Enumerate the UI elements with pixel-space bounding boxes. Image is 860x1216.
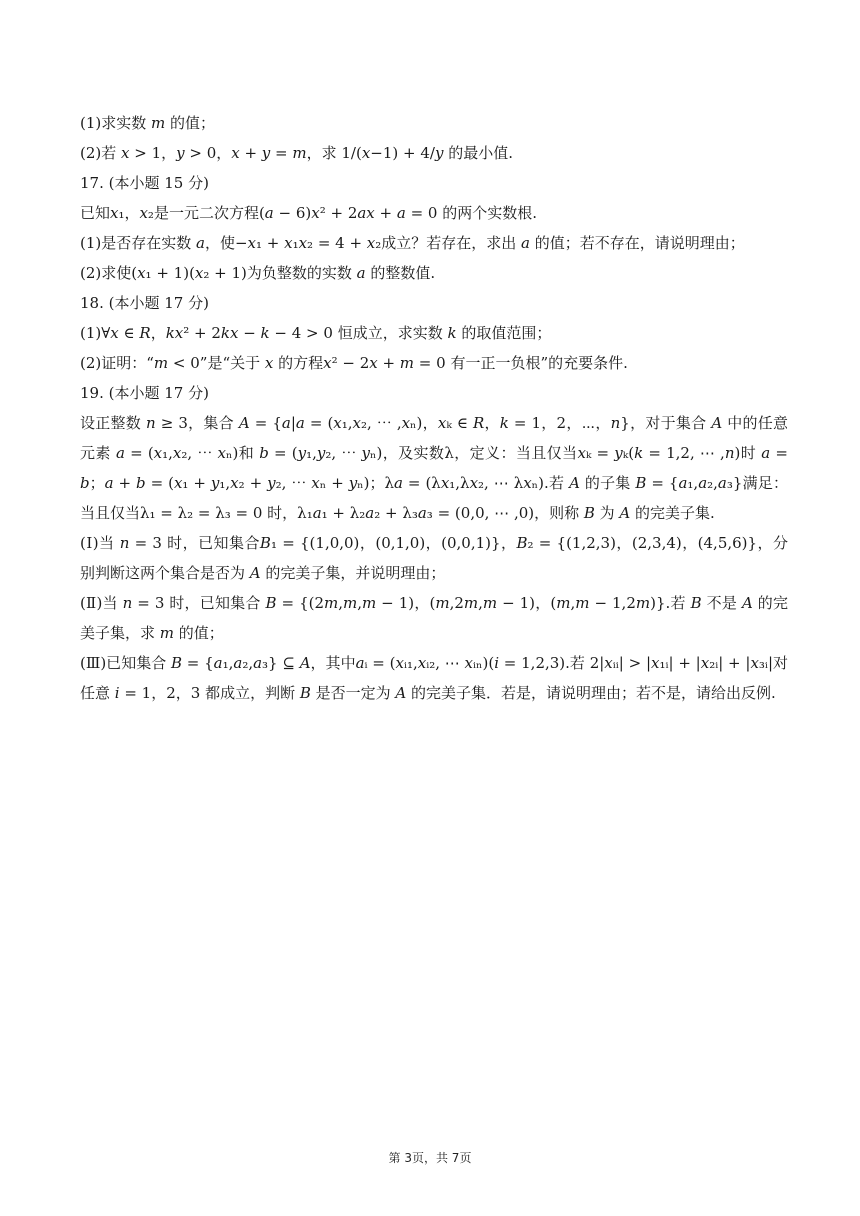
q18-part2: (2)证明：“𝑚 < 0”是“关于 𝑥 的方程𝑥² − 2𝑥 + 𝑚 = 0 有一正一负根”的充要条件. xyxy=(80,354,628,372)
q19-part3: (Ⅲ)已知集合 𝐵 = {𝑎₁,𝑎₂,𝑎₃} ⊆ 𝐴，其中𝑎ᵢ = (𝑥ᵢ₁,𝑥ᵢ₂, ⋯ 𝑥ᵢₙ)(𝑖 = 1,2,3).若 2|𝑥ᵢᵢ| > |𝑥₁ᵢ| + |𝑥₂ᵢ| + |𝑥₃ᵢ|对任意 𝑖 = 1，2，3 都成立，判断 𝐵 是否一定为 𝐴 的完美子集．若是，请说明理由；若不是，请给出反例. xyxy=(80,654,788,702)
document-body xyxy=(80,108,788,708)
q17-part2: (2)求使(𝑥₁ + 1)(𝑥₂ + 1)为负整数的实数 𝑎 的整数值. xyxy=(80,264,436,282)
q18-part1: (1)∀𝑥 ∈ 𝑅，𝑘𝑥² + 2𝑘𝑥 − 𝑘 − 4 > 0 恒成立，求实数 𝑘 的取值范围； xyxy=(80,324,552,342)
q18-heading: 18. (本小题 17 分) xyxy=(80,294,209,312)
q16-part2: (2)若 𝑥 > 1，𝑦 > 0，𝑥 + 𝑦 = 𝑚，求 1/(𝑥−1) + 4/𝑦 的最小值. xyxy=(80,144,513,162)
q16-part1: (1)求实数 𝑚 的值； xyxy=(80,114,216,132)
q19-stem: 设正整数 𝑛 ≥ 3，集合 𝐴 = {𝑎|𝑎 = (𝑥₁,𝑥₂, ⋯ ,𝑥ₙ)，𝑥ₖ ∈ 𝑅，𝑘 = 1，2，⋯，𝑛}，对于集合 𝐴 中的任意元素 𝑎 = (𝑥₁,𝑥₂, ⋯ 𝑥ₙ)和 𝑏 = (𝑦₁,𝑦₂, ⋯ 𝑦ₙ)，及实数λ，定义：当且仅当𝑥ₖ = 𝑦ₖ(𝑘 = 1,2, ⋯ ,𝑛)时 𝑎 = 𝑏；𝑎 + 𝑏 = (𝑥₁ + 𝑦₁,𝑥₂ + 𝑦₂, ⋯ 𝑥ₙ + 𝑦ₙ)；λ𝑎 = (λ𝑥₁,λ𝑥₂, ⋯ λ𝑥ₙ).若 𝐴 的子集 𝐵 = {𝑎₁,𝑎₂,𝑎₃}满足：当且仅当λ₁ = λ₂ = λ₃ = 0 时，λ₁𝑎₁ + λ₂𝑎₂ + λ₃𝑎₃ = (0,0, ⋯ ,0)，则称 𝐵 为 𝐴 的完美子集. xyxy=(80,414,788,522)
q19-heading: 19. (本小题 17 分) xyxy=(80,384,209,402)
page-number-footer: 第 3页，共 7页 xyxy=(388,1151,472,1165)
q17-stem: 已知𝑥₁，𝑥₂是一元二次方程(𝑎 − 6)𝑥² + 2𝑎𝑥 + 𝑎 = 0 的两个实数根. xyxy=(80,204,537,222)
q17-heading: 17. (本小题 15 分) xyxy=(80,174,209,192)
q19-part1: (Ⅰ)当 𝑛 = 3 时，已知集合𝐵₁ = {(1,0,0)，(0,1,0)，(0,0,1)}，𝐵₂ = {(1,2,3)，(2,3,4)，(4,5,6)}，分别判断这两个集合是否为 𝐴 的完美子集，并说明理由； xyxy=(80,534,788,582)
q17-part1: (1)是否存在实数 𝑎，使−𝑥₁ + 𝑥₁𝑥₂ = 4 + 𝑥₂成立？若存在，求出 𝑎 的值；若不存在，请说明理由； xyxy=(80,234,745,252)
q19-part2: (Ⅱ)当 𝑛 = 3 时，已知集合 𝐵 = {(2𝑚,𝑚,𝑚 − 1)，(𝑚,2𝑚,𝑚 − 1)，(𝑚,𝑚 − 1,2𝑚)}.若 𝐵 不是 𝐴 的完美子集，求 𝑚 的值； xyxy=(80,594,788,642)
